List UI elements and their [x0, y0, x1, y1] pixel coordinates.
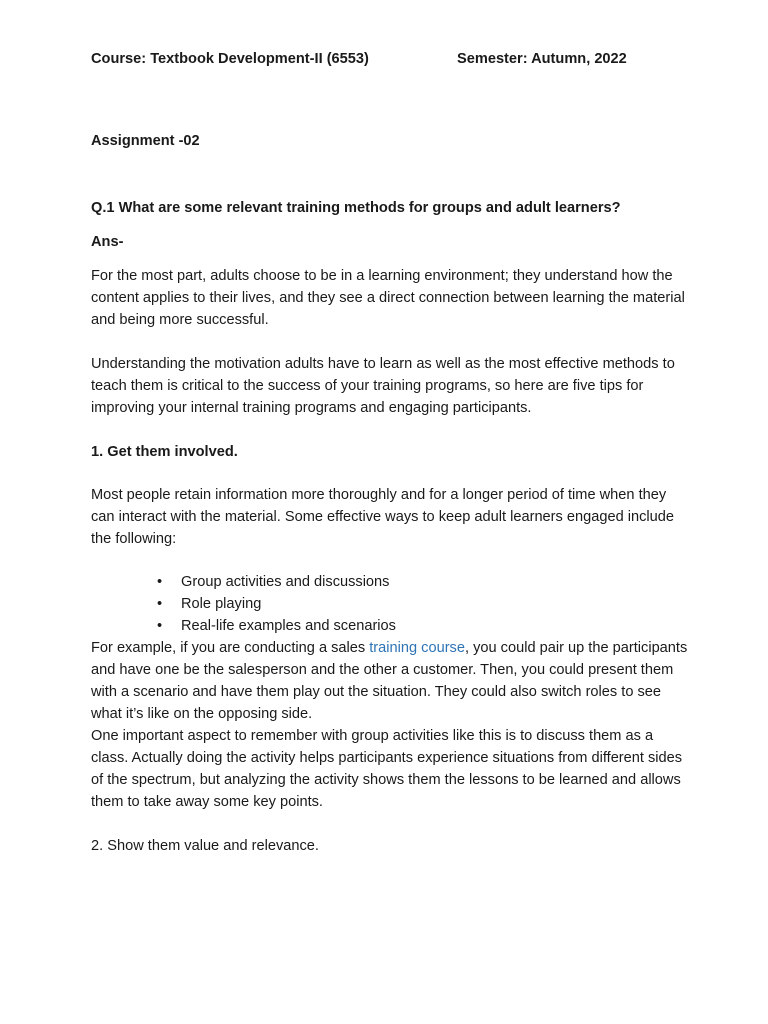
list-item — [157, 593, 691, 615]
list-item-label: Real-life examples and scenarios — [181, 618, 396, 634]
bullet-icon: • — [157, 618, 163, 634]
bullet-icon: • — [157, 574, 163, 590]
list-item — [157, 571, 691, 593]
paragraph-intro: For the most part, adults choose to be in a learning environment; they understand how the content applies to their lives, and they see a direct connection between learning the material and being more successful. — [91, 268, 685, 328]
paragraph-motivation: Understanding the motivation adults have to learn as well as the most effective methods to teach them is critical to the success of your training programs, so here are five tips for improving your internal training programs and engaging participants. — [91, 356, 675, 416]
activity-list — [91, 571, 691, 637]
list-item-label: Role playing — [181, 596, 262, 612]
tip-2-heading: 2. Show them value and relevance. — [91, 838, 319, 854]
document-page — [91, 48, 691, 857]
answer-label: Ans- — [91, 234, 124, 250]
bullet-icon: • — [157, 596, 163, 612]
paragraph-retention: Most people retain information more thoroughly and for a longer period of time when they can interact with the material. Some effective ways to keep adult learners engaged include the following: — [91, 487, 675, 547]
assignment-title: Assignment -02 — [91, 133, 200, 149]
document-header — [91, 48, 691, 70]
semester-label: Semester: Autumn, 2022 — [457, 51, 627, 67]
paragraph-discussion: One important aspect to remember with group activities like this is to discuss them as a class. Actually doing the activity helps participants experience situations from different sides of the spectrum, but analyzing the activity shows them the lessons to be learned and allows them to take away some key points. — [91, 728, 683, 810]
list-item — [157, 615, 691, 637]
example-text-start: For example, if you are conducting a sales — [91, 640, 370, 656]
list-item-label: Group activities and discussions — [181, 574, 390, 590]
paragraph-example — [91, 637, 691, 725]
course-title: Course: Textbook Development-II (6553) — [91, 51, 369, 67]
example-text-end: , you could pair up the participants and have one be the salesperson and the other a customer. Then, you could present them with a scenario and have them play out the situation. They could also switch roles to see what it’s like on the opposing side. — [91, 640, 688, 722]
training-course-link[interactable]: training course — [369, 640, 465, 656]
question-heading: Q.1 What are some relevant training methods for groups and adult learners? — [91, 200, 621, 216]
tip-1-heading: 1. Get them involved. — [91, 444, 238, 460]
